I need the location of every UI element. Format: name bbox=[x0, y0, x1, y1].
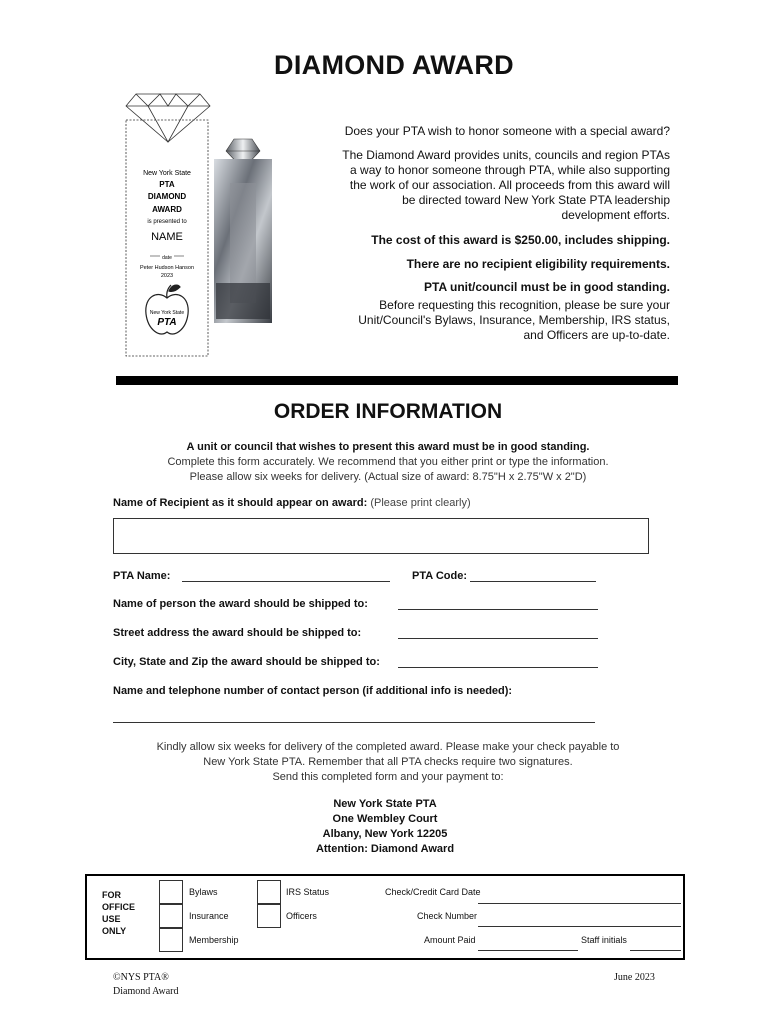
contact-person-label: Name and telephone number of contact person (if additional info is needed): bbox=[113, 685, 513, 697]
award-award-text: AWARD bbox=[152, 205, 182, 214]
staff-initials-label: Staff initials bbox=[581, 935, 627, 945]
award-presented-text: is presented to bbox=[147, 219, 187, 225]
amount-paid-label: Amount Paid bbox=[424, 935, 476, 945]
order-standing-note: A unit or council that wishes to present this award must be in good standing. bbox=[186, 441, 590, 453]
amount-paid-field[interactable] bbox=[478, 950, 578, 951]
footer-left: ©NYS PTA® Diamond Award bbox=[113, 972, 179, 997]
award-state-text: New York State bbox=[143, 170, 191, 177]
membership-checkbox[interactable] bbox=[159, 928, 183, 952]
irs-status-checkbox[interactable] bbox=[257, 880, 281, 904]
check-number-field[interactable] bbox=[478, 926, 681, 927]
pta-code-label: PTA Code: bbox=[412, 570, 467, 582]
logo-pta-text: PTA bbox=[157, 317, 177, 328]
membership-label: Membership bbox=[189, 935, 239, 945]
section-divider bbox=[116, 376, 678, 385]
city-state-zip-field[interactable] bbox=[398, 667, 598, 668]
contact-person-field[interactable] bbox=[113, 722, 595, 723]
city-state-zip-label: City, State and Zip the award should be shipped to: bbox=[113, 656, 380, 668]
delivery-note: Kindly allow six weeks for delivery of the completed award. Please make your check payable to New York State PTA. Remember that all PTA checks require two signatures. Send this completed form and your payment to: bbox=[156, 741, 620, 783]
bylaws-checkbox[interactable] bbox=[159, 880, 183, 904]
bylaws-label: Bylaws bbox=[189, 887, 218, 897]
pta-name-field[interactable] bbox=[182, 581, 390, 582]
order-instructions: Complete this form accurately. We recommend that you either print or type the information. Please allow six weeks for delivery. (Actual size of award: 8.75"H x 2.75"W x 2"D) bbox=[167, 456, 609, 483]
irs-status-label: IRS Status bbox=[286, 887, 330, 897]
pta-code-field[interactable] bbox=[470, 581, 596, 582]
staff-initials-field[interactable] bbox=[630, 950, 681, 951]
award-diamond-text: DIAMOND bbox=[147, 192, 187, 201]
shipped-to-field[interactable] bbox=[398, 609, 598, 610]
mailing-address: New York State PTA One Wembley Court Albany, New York 12205 Attention: Diamond Award bbox=[315, 798, 455, 855]
award-date-text: date bbox=[162, 255, 172, 261]
street-address-field[interactable] bbox=[398, 638, 598, 639]
award-outline-illustration bbox=[118, 92, 218, 360]
footer-date: June 2023 bbox=[614, 972, 655, 983]
page-title: DIAMOND AWARD bbox=[274, 50, 514, 80]
officers-checkbox[interactable] bbox=[257, 904, 281, 928]
check-number-label: Check Number bbox=[417, 911, 478, 921]
street-address-label: Street address the award should be shipped to: bbox=[113, 627, 362, 639]
diamond-shape bbox=[126, 94, 210, 142]
officers-label: Officers bbox=[286, 911, 317, 921]
award-pta-text: PTA bbox=[159, 180, 175, 189]
check-date-field[interactable] bbox=[478, 903, 681, 904]
crystal-award-photo bbox=[212, 133, 274, 325]
insurance-label: Insurance bbox=[189, 911, 229, 921]
shipped-to-label: Name of person the award should be shipped to: bbox=[113, 598, 368, 610]
before-requesting-text: Before requesting this recognition, please be sure your Unit/Council's Bylaws, Insurance, Membership, IRS status, and Officers are up-to-date. bbox=[358, 298, 670, 342]
insurance-checkbox[interactable] bbox=[159, 904, 183, 928]
award-name-text: NAME bbox=[151, 231, 183, 243]
good-standing-text: PTA unit/council must be in good standing. bbox=[424, 280, 670, 294]
eligibility-text: There are no recipient eligibility requirements. bbox=[406, 257, 670, 271]
award-cost-text: The cost of this award is $250.00, includes shipping. bbox=[371, 233, 670, 247]
order-info-heading: ORDER INFORMATION bbox=[273, 400, 503, 423]
office-use-label: FOR OFFICE USE ONLY bbox=[102, 890, 135, 936]
intro-description: The Diamond Award provides units, councils and region PTAs a way to honor someone through PTA, while also supporting the work of our association. All proceeds from this award will be directed toward New York State PTA leadership development efforts. bbox=[342, 148, 670, 222]
intro-question: Does your PTA wish to honor someone with a special award? bbox=[344, 124, 670, 138]
pta-name-label: PTA Name: bbox=[113, 570, 171, 582]
recipient-label: Name of Recipient as it should appear on award: (Please print clearly) bbox=[113, 497, 471, 509]
logo-state-text: New York State bbox=[149, 310, 185, 316]
check-date-label: Check/Credit Card Date bbox=[385, 887, 481, 897]
award-honoree-text: Peter Hudson Hanson bbox=[139, 265, 195, 271]
award-year-text: 2023 bbox=[160, 273, 174, 279]
recipient-name-field[interactable] bbox=[113, 518, 649, 554]
